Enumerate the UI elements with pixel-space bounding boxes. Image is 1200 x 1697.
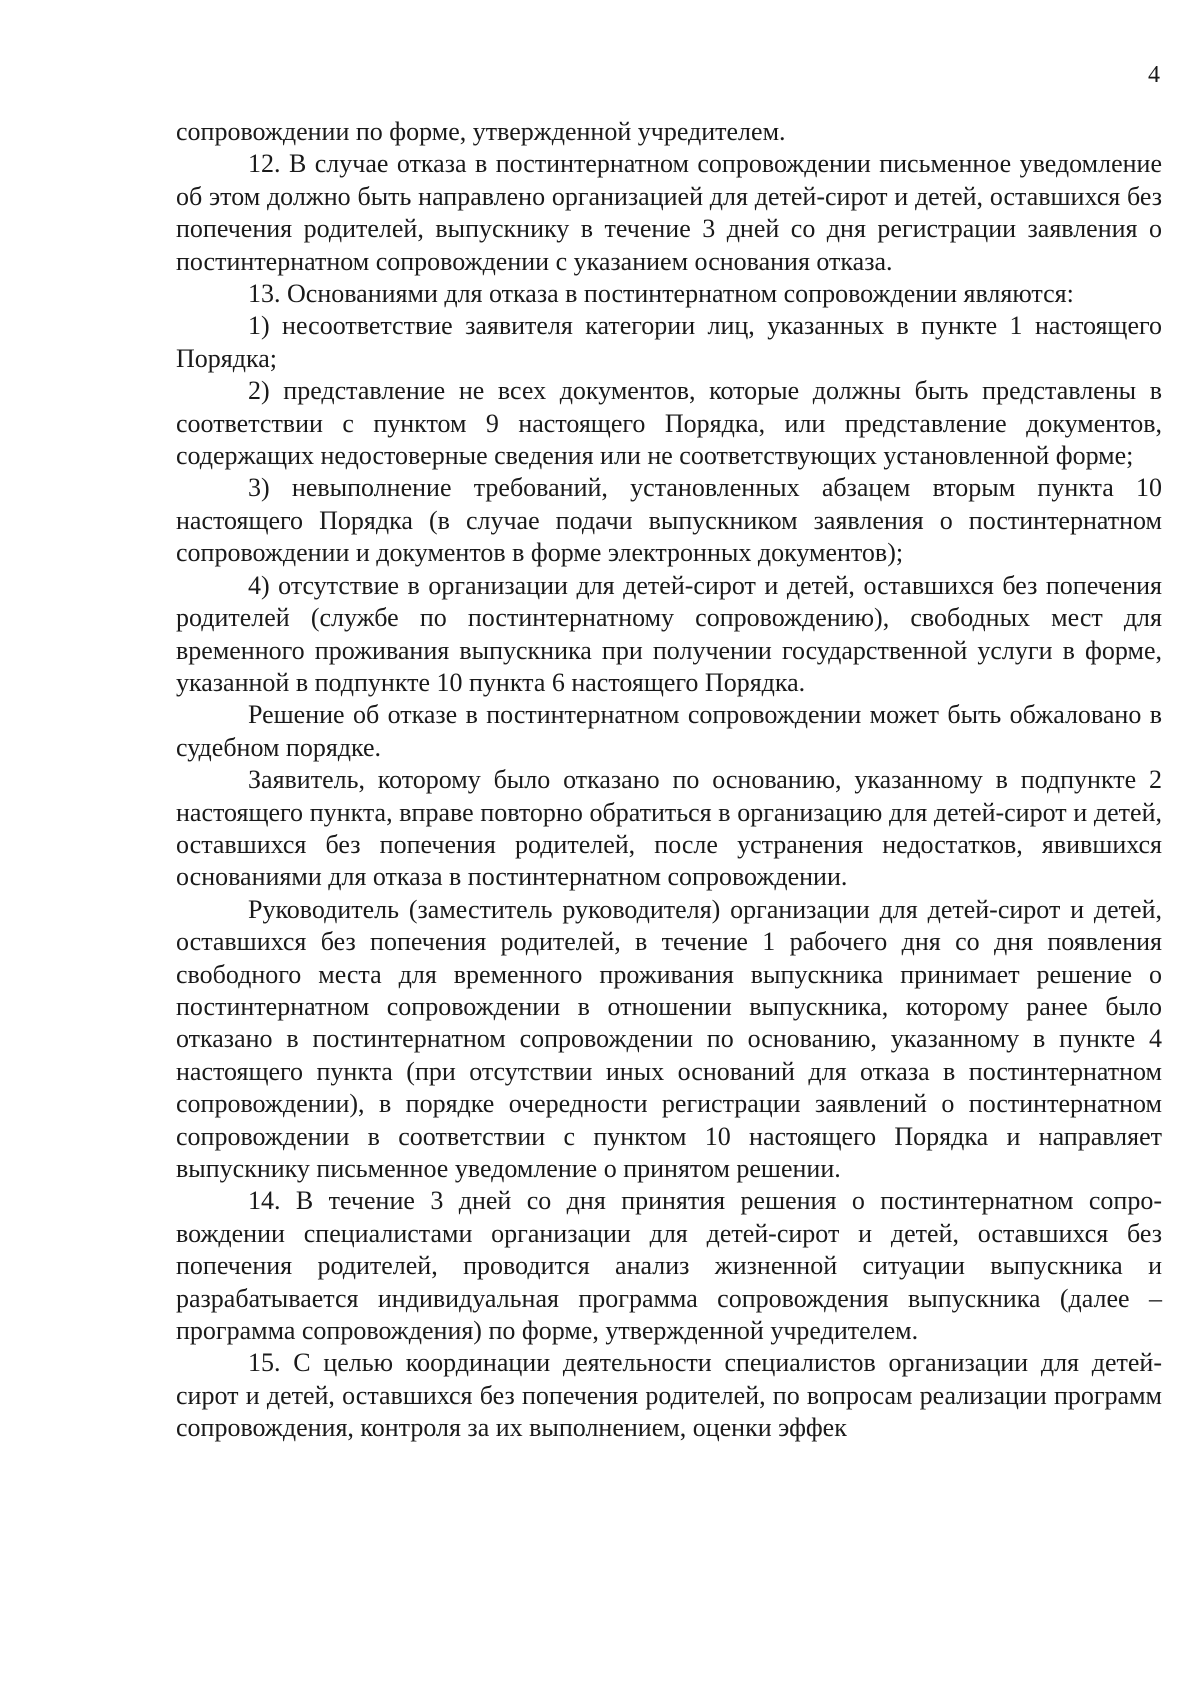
paragraph-item-12: 12. В случае отказа в постинтернатном сопровождении письменное уведомление об этом должно быть направлено организацией для детей-сирот и детей, оставшихся без попечения родителей, выпускнику в течение 3 дней со дня регистрации заявления о постинтернатном сопровождении с указанием основания отказа. (176, 149, 1162, 276)
paragraph-subitem-2: 2) представление не всех документов, которые должны быть представлены в соответствии с пунктом 9 настоящего Порядка, или представление документов, содержащих недостоверные сведения или не соответствующих установленной форме; (176, 376, 1162, 471)
paragraph-continuation: сопровождении по форме, утвержденной учредителем. (176, 117, 786, 146)
paragraph-reapply: Заявитель, которому было отказано по основанию, указанному в подпункте 2 настоящего пункта, вправе повторно обратиться в организацию для детей-сирот и детей, оставшихся без попечения родителей, после устранения недостатков, явившихся основаниями для отказа в постинтернатном сопровождении. (176, 765, 1162, 892)
paragraph-item-13: 13. Основаниями для отказа в постинтернатном сопровождении являются: (248, 279, 1074, 309)
paragraph-subitem-1: 1) несоответствие заявителя категории лиц, указанных в пункте 1 настоящего Порядка; (176, 311, 1162, 373)
document-body (176, 116, 1162, 1445)
paragraph-item-15: 15. С целью координации деятельности специалистов организации для детей-сирот и детей, оставшихся без попечения родителей, по вопросам реализации программ сопровождения, контроля за их выполнением, оценки эффек (176, 1348, 1162, 1443)
paragraph-subitem-3: 3) невыполнение требований, установленных абзацем вторым пункта 10 настоящего Порядка (в случае подачи выпускником заявления о постинтернатном сопровождении и документов в форме электронных документов); (176, 473, 1162, 568)
page-number: 4 (1148, 62, 1160, 88)
paragraph-director-decision: Руководитель (заместитель руководителя) организации для детей-сирот и детей, оставшихся без попечения родителей, в течение 1 рабочего дня со дня появления свободного места для временного проживания выпускника принимает решение о постинтернатном сопровождении в отношении выпускника, которому ранее было отказано в постинтернатном сопровождении по основанию, указанному в пункте 4 настоящего пункта (при отсутствии иных оснований для отказа в постинтернатном сопровождении), в порядке очередности регистрации заявлений о постинтернатном сопровождении в соответствии с пунктом 10 настоящего Порядка и направляет выпускнику письменное уведомление о принятом решении. (176, 894, 1162, 1183)
paragraph-subitem-4: 4) отсутствие в организации для детей-сирот и детей, оставшихся без попечения родителей (службе по постинтернатному сопровождению), свободных мест для временного проживания выпускника при получении государственной услуги в форме, указанной в подпункте 10 пункта 6 настоящего Порядка. (176, 570, 1162, 697)
paragraph-item-14: 14. В течение 3 дней со дня принятия решения о постинтернатном сопровождении специалистами организации для детей-сирот и детей, оставшихся без попечения родителей, проводится анализ жизненной ситуации выпускника и разрабатывается индивидуальная программа сопровождения выпускника (далее – программа сопровождения) по форме, утвержденной учредителем. (176, 1186, 1162, 1346)
paragraph-appeal: Решение об отказе в постинтернатном сопровождении может быть обжаловано в судебном порядке. (176, 700, 1162, 762)
